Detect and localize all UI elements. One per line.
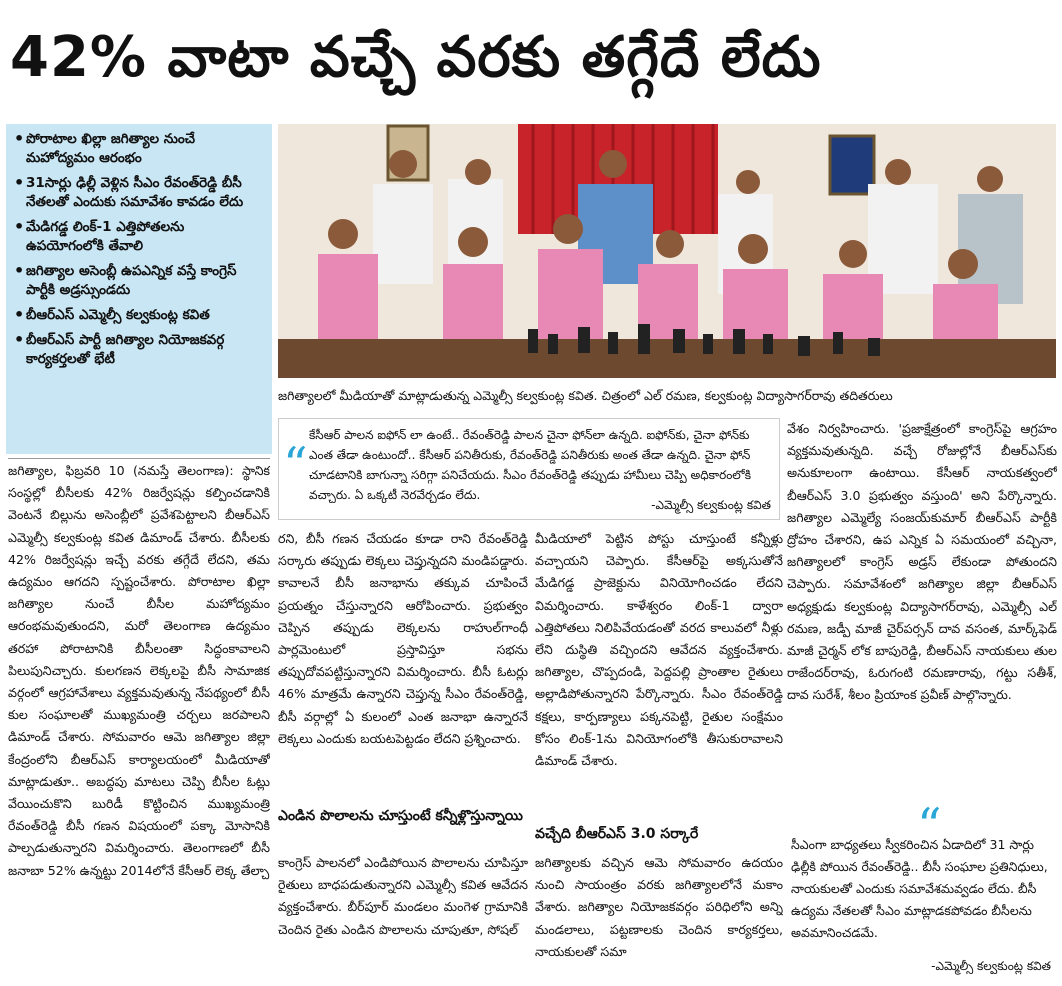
highlight-item: • పోరాటాల ఖిల్లా జగిత్యాల నుంచే మహోద్యమం ఆరంభం <box>14 129 196 166</box>
bullet-icon: • <box>14 217 25 236</box>
article-paragraph: వేశం నిర్వహించారు. 'ప్రజాక్షేత్రంలో కాంగ్రెస్‌పై ఆగ్రహం వ్యక్తమవుతున్నది. వచ్చే రోజుల్లోనే బీఆర్‌ఎస్‌కు అనుకూలంగా ఉంటాయి. కేసీఆర్‌ నాయకత్వంలో బీఆర్‌ఎస్‌ 3.0 ప్రభుత్వం వస్తుంది' అని పేర్కొన్నారు. జగిత్యాల ఎమ్మెల్యే సంజయ్‌కుమార్‌ బీఆర్‌ఎస్‌ పార్టీకి ద్రోహం చేశారని, ఉప ఎన్నిక ఏ సమయంలో వచ్చినా, జగిత్యాలలో కాంగ్రెస్‌ అడ్రస్‌ లేకుండా పోతుందని చెప్పారు. సమావేశంలో జగిత్యాల జిల్లా బీఆర్‌ఎస్‌ అధ్యక్షుడు కల్వకుంట్ల విద్యాసాగర్‌రావు, ఎమ్మెల్సీ ఎల్‌ రమణ, జడ్పీ మాజీ చైర్‌పర్సన్‌ దావ వసంత, మార్క్‌ఫెడ్‌ మాజీ చైర్మన్‌ లోక బాపురెడ్డి, బీఆర్‌ఎస్‌ నాయకులు తుల రాజేందర్‌రావు, ఓరుగంటి రమణారావు, గట్టు సతీశ్‌, దావ సురేశ్‌, శీలం ప్రియాంక ప్రవీణ్‌ పాల్గొన్నారు. <box>787 421 1057 703</box>
article-column-3 <box>535 528 783 818</box>
bullet-icon: • <box>14 173 25 192</box>
press-meet-photo <box>278 124 1056 378</box>
highlight-item: • మేడిగడ్డ లింక్‌-1 ఎత్తిపోతలను ఉపయోగంలోకి తేవాలి <box>14 217 185 254</box>
subheading: వచ్చేది బీఆర్‌ఎస్‌ 3.0 సర్కారే <box>535 826 699 842</box>
quote-text: కేసీఆర్‌ పాలన ఐఫోన్‌ లా ఉంటే.. రేవంత్‌రెడ్డి పాలన చైనా ఫోన్‌లా ఉన్నది. ఐఫోన్‌కు, చైనా ఫోన్‌కు ఎంత తేడా ఉంటుందో.. కేసీఆర్‌ పనితీరుకు, రేవంత్‌రెడ్డి పనితీరుకు అంత తేడా ఉన్నది. చైనా ఫోన్‌ చూడటానికి బాగున్నా సరిగ్గా పనిచేయదు. సీఎం రేవంత్‌రెడ్డి తప్పుడు హామీలు చెప్పి అధికారంలోకి వచ్చారు. ఏ ఒక్కటీ నెరవేర్చడం లేదు. <box>309 428 751 502</box>
article-paragraph: జగిత్యాలకు వచ్చిన ఆమె సోమవారం ఉదయం నుంచి సాయంత్రం వరకు జగిత్యాలలోనే మకాం వేశారు. జగిత్యాల నియోజకవర్గం పరిధిలోని అన్ని మండలాలు, పట్టణాలకు చెందిన కార్యకర్తలు, నాయకులతో సమా <box>535 855 783 959</box>
bullet-icon: • <box>14 330 25 349</box>
photo-illustration <box>278 124 1056 378</box>
bullet-icon: • <box>14 261 25 280</box>
photo-caption: జగిత్యాలలో మీడియాతో మాట్లాడుతున్న ఎమ్మెల్సీ కల్వకుంట్ల కవిత. చిత్రంలో ఎల్‌ రమణ, కల్వకుంట్ల విద్యాసాగర్‌రావు తదితరులు <box>278 388 893 403</box>
article-paragraph: కాంగ్రెస్‌ పాలనలో ఎండిపోయిన పొలాలను చూపిస్తూ రైతులు బాధపడుతున్నారని ఎమ్మెల్సీ కవిత ఆవేదన వ్యక్తంచేశారు. బీర్‌పూర్‌ మండలం మంగెళ గ్రామానికి చెందిన రైతు ఎండిన పొలాలను చూపుతూ, సోషల్‌ <box>278 855 528 937</box>
quote-attribution: -ఎమ్మెల్సీ కల్వకుంట్ల కవిత <box>651 498 771 512</box>
article-column-3b <box>535 852 783 982</box>
subheading: ఎండిన పొలాలను చూస్తుంటే కన్నీళ్లొస్తున్నాయి <box>278 808 523 824</box>
quote-icon: “ <box>283 437 308 493</box>
article-column-2 <box>278 528 528 798</box>
bullet-icon: • <box>14 129 25 148</box>
headline: 42% వాటా వచ్చే వరకు తగ్గేదే లేదు <box>10 25 822 90</box>
highlights-box <box>6 124 272 454</box>
article-column-2b <box>278 852 528 982</box>
divider <box>8 458 270 459</box>
quote-text: సీఎంగా బాధ్యతలు స్వీకరించిన ఏడాదిలో 31 సార్లు ఢిల్లీకి పోయిన రేవంత్‌రెడ్డి.. బీసీ సంఘాల ప్రతినిధులు, నాయకులతో ఎందుకు సమావేశమవ్వడం లేదు. బీసీ ఉద్యమ నేతలతో సీఎం మాట్లాడకపోవడం బీసీలను అవమానించడమే. <box>791 837 1048 940</box>
bullet-icon: • <box>14 305 25 324</box>
highlight-item: • 31సార్లు ఢిల్లీ వెళ్లిన సీఎం రేవంత్‌రెడ్డి బీసీ నేతలతో ఎందుకు సమావేశం కావడం లేదు <box>14 173 244 210</box>
quote-attribution: -ఎమ్మెల్సీ కల్వకుంట్ల కవిత <box>931 959 1051 973</box>
quote-icon: “ <box>917 798 942 854</box>
pull-quote <box>278 418 780 520</box>
article-paragraph: రని, బీసీ గణన చేయడం కూడా రాని రేవంత్‌రెడ్డి సర్కారు తప్పుడు లెక్కలు చెప్తున్నదని మండిపడ్డారు. కావాలనే బీసీ జనాభాను తక్కువ చూపించే ప్రయత్నం చేస్తున్నారని ఆరోపించారు. ప్రభుత్వం చెప్పిన తప్పుడు లెక్కలను రాహుల్‌గాంధీ పార్లమెంటులో ప్రస్తావిస్తూ సభను తప్పుదోవపట్టిస్తున్నారని విమర్శించారు. బీసీ ఓటర్లు 46% మాత్రమే ఉన్నారని చెప్తున్న సీఎం రేవంత్‌రెడ్డి, బీసీ వర్గాల్లో ఏ కులంలో ఎంత జనాభా ఉన్నారనే లెక్కలు ఎందుకు బయటపెట్టడం లేదని ప్రశ్నించారు. <box>278 531 528 746</box>
pull-quote-2 <box>787 800 1057 980</box>
article-column-4 <box>787 418 1057 792</box>
article-paragraph: జగిత్యాల, ఫిబ్రవరి 10 (నమస్తే తెలంగాణ): స్థానిక సంస్థల్లో బీసీలకు 42% రిజర్వేషన్లు కల్పించడానికి వెంటనే బిల్లును అసెంబ్లీలో ప్రవేశపెట్టాలని బీఆర్‌ఎస్‌ ఎమ్మెల్సీ కల్వకుంట్ల కవిత డిమాండ్‌ చేశారు. బీసీలకు 42% రిజర్వేషన్లు ఇచ్చే వరకు తగ్గేదే లేదని, తమ ఉద్యమం ఆగదని స్పష్టంచేశారు. పోరాటాల ఖిల్లా జగిత్యాల నుంచే బీసీల మహోద్యమం ఆరంభమవుతుందని, మరో తెలంగాణ ఉద్యమం తరహా పోరాటానికి బీసీలంతా సిద్ధంకావాలని పిలుపునిచ్చారు. కులగణన లెక్కలపై బీసీ సామాజిక వర్గంలో ఆగ్రహావేశాలు వ్యక్తమవుతున్న నేపథ్యంలో బీసీ కుల సంఘాలతో ముఖ్యమంత్రి చర్చలు జరపాలని డిమాండ్‌ చేశారు. సోమవారం ఆమె జగిత్యాల జిల్లా కేంద్రంలోని బీఆర్‌ఎస్‌ కార్యాలయంలో మీడియాతో మాట్లాడుతూ.. అబద్ధపు మాటలు చెప్పి బీసీల ఓట్లు వేయించుకొని బురిడీ కొట్టించిన ముఖ్యమంత్రి రేవంత్‌రెడ్డి బీసీ గణన విషయంలో పక్కా మోసానికి పాల్పడుతున్నారని విమర్శించారు. తెలంగాణలో బీసీ జనాబా 52% ఉన్నట్టు 2014లోనే కేసీఆర్‌ లెక్క తేల్చా <box>8 463 270 878</box>
highlight-item: • బీఆర్‌ఎస్‌ ఎమ్మెల్సీ కల్వకుంట్ల కవిత <box>14 305 210 324</box>
article-paragraph: మీడియాలో పెట్టిన పోస్టు చూస్తుంటే కన్నీళ్లు వచ్చాయని చెప్పారు. కేసీఆర్‌పై అక్కసుతోనే మేడిగడ్డ ప్రాజెక్టును వినియోగించడం లేదని విమర్శించారు. కాళేశ్వరం లింక్‌-1 ద్వారా ఎత్తిపోతలు నిలిపివేయడంతో వరద కాలువలో నీళ్లు లేని దుస్థితి వచ్చిందని ఆవేదన వ్యక్తంచేశారు. జగిత్యాల, చొప్పదండి, పెద్దపల్లి ప్రాంతాల రైతులు అల్లాడిపోతున్నారని పేర్కొన్నారు. సీఎం రేవంత్‌రెడ్డి కక్షలు, కార్పణ్యాలు పక్కనపెట్టి, రైతుల సంక్షేమం కోసం లింక్‌-1ను వినియోగంలోకి తీసుకురావాలని డిమాండ్‌ చేశారు. <box>535 531 783 769</box>
highlight-item: • జగిత్యాల అసెంబ్లీ ఉపఎన్నిక వస్తే కాంగ్రెస్‌ పార్టీకి అడ్రస్సుండదు <box>14 261 237 298</box>
article-column-1 <box>8 460 270 980</box>
highlight-item: • బీఆర్‌ఎస్‌ పార్టీ జగిత్యాల నియోజకవర్గ కార్యకర్తలతో భేటీ <box>14 330 225 367</box>
